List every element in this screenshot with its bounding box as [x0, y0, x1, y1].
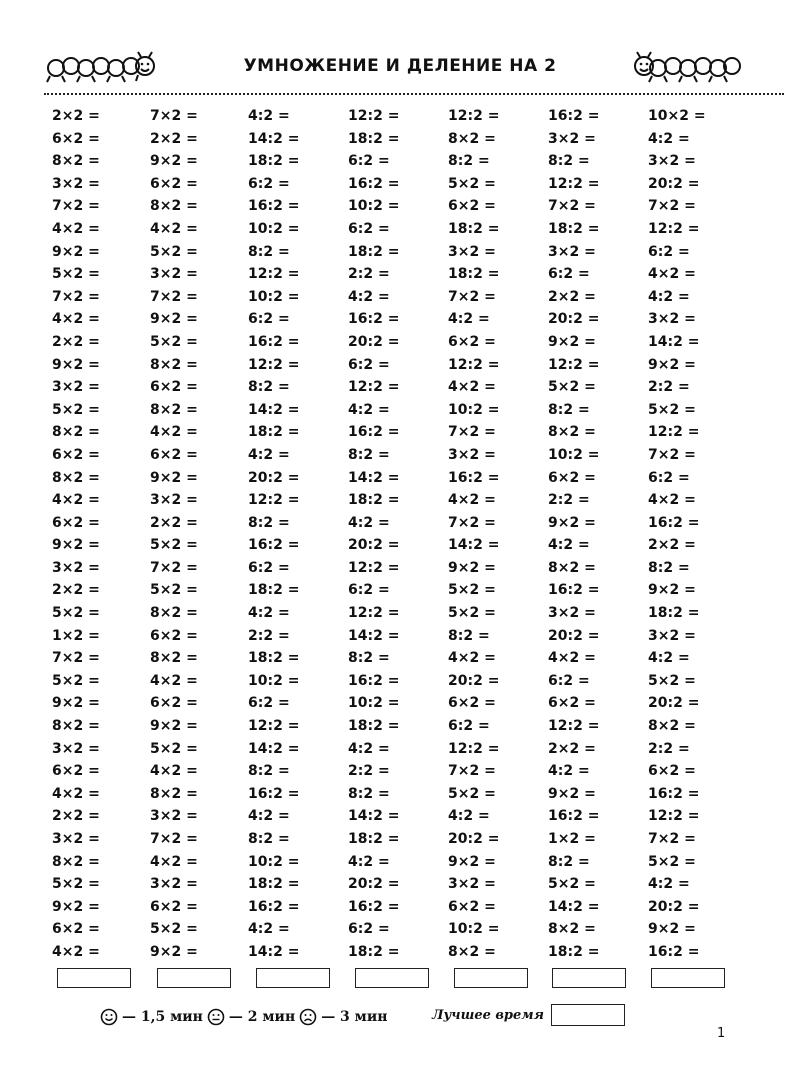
exercise-item: 3×2 = [52, 379, 100, 396]
exercise-item: 16:2 = [548, 108, 600, 124]
time-box-col-1[interactable] [57, 968, 131, 988]
exercise-item: 18:2 = [248, 650, 300, 667]
exercise-item: 8×2 = [52, 469, 100, 486]
exercise-item: 4:2 = [548, 537, 590, 554]
exercise-item: 2:2 = [348, 266, 390, 283]
exercise-item: 2×2 = [150, 514, 198, 531]
exercise-item: 18:2 = [348, 243, 400, 260]
exercise-item: 12:2 = [648, 220, 700, 237]
exercise-item: 6:2 = [548, 672, 590, 689]
exercise-item: 2×2 = [52, 582, 100, 599]
exercise-item: 12:2 = [448, 740, 500, 757]
exercise-item: 5×2 = [448, 582, 496, 599]
exercise-item: 14:2 = [648, 333, 700, 350]
exercise-item: 8:2 = [548, 853, 590, 870]
exercise-item: 18:2 = [348, 130, 400, 147]
exercise-item: 8×2 = [648, 718, 696, 735]
exercise-item: 16:2 = [448, 469, 500, 486]
exercise-item: 4×2 = [150, 853, 198, 870]
exercise-item: 7×2 = [448, 424, 496, 441]
exercise-item: 9×2 = [52, 537, 100, 554]
exercise-item: 9×2 = [52, 356, 100, 373]
exercise-item: 20:2 = [648, 695, 700, 712]
exercise-item: 6×2 = [150, 446, 198, 463]
exercise-item: 12:2 = [348, 379, 400, 396]
exercise-item: 20:2 = [648, 175, 700, 192]
exercise-item: 6:2 = [548, 266, 590, 283]
exercise-item: 2×2 = [52, 808, 100, 825]
exercise-item: 14:2 = [448, 537, 500, 554]
exercise-item: 9×2 = [150, 469, 198, 486]
time-box-col-5[interactable] [454, 968, 528, 988]
exercise-item: 18:2 = [348, 492, 400, 509]
exercise-item: 7×2 = [150, 288, 198, 305]
exercise-item: 6:2 = [248, 559, 290, 576]
exercise-item: 6×2 = [448, 898, 496, 915]
exercise-item: 4:2 = [348, 740, 390, 757]
exercise-item: 6:2 = [448, 718, 490, 735]
exercise-item: 8×2 = [548, 921, 596, 938]
smiley-happy-icon [100, 1008, 118, 1026]
exercise-item: 12:2 = [248, 492, 300, 509]
exercise-item: 4:2 = [448, 311, 490, 328]
exercise-item: 18:2 = [548, 943, 600, 960]
exercise-item: 14:2 = [248, 943, 300, 960]
exercise-item: 3×2 = [548, 130, 596, 147]
exercise-item: 12:2 = [648, 424, 700, 441]
exercise-item: 8:2 = [248, 243, 290, 260]
exercise-item: 16:2 = [548, 808, 600, 825]
exercise-item: 8×2 = [150, 785, 198, 802]
exercise-item: 10:2 = [448, 921, 500, 938]
exercise-item: 4×2 = [548, 650, 596, 667]
exercise-item: 2×2 = [548, 288, 596, 305]
exercise-item: 3×2 = [52, 559, 100, 576]
exercise-item: 4:2 = [348, 288, 390, 305]
exercise-item: 4:2 = [648, 130, 690, 147]
exercise-item: 6×2 = [150, 627, 198, 644]
exercise-item: 5×2 = [52, 266, 100, 283]
exercise-item: 6:2 = [648, 469, 690, 486]
exercise-item: 2×2 = [648, 537, 696, 554]
exercise-item: 7×2 = [448, 763, 496, 780]
legend-time-3: — 3 мин [321, 1009, 388, 1025]
exercise-item: 12:2 = [248, 356, 300, 373]
exercise-item: 3×2 = [52, 831, 100, 847]
exercise-item: 5×2 = [150, 537, 198, 554]
exercise-item: 4:2 = [648, 876, 690, 893]
exercise-item: 3×2 = [548, 243, 596, 260]
exercise-item: 20:2 = [548, 627, 600, 644]
exercise-item: 8×2 = [52, 853, 100, 870]
exercise-item: 6:2 = [648, 243, 690, 260]
exercise-item: 5×2 = [52, 605, 100, 622]
exercise-item: 8×2 = [448, 943, 496, 960]
exercise-item: 2×2 = [548, 740, 596, 757]
exercise-item: 12:2 = [548, 718, 600, 735]
time-box-col-2[interactable] [157, 968, 231, 988]
exercise-item: 9×2 = [52, 898, 100, 915]
legend-time-1: — 1,5 мин [122, 1009, 203, 1025]
exercise-item: 4:2 = [248, 108, 290, 124]
exercise-column-3 [248, 105, 348, 964]
exercise-item: 4×2 = [150, 424, 198, 441]
exercise-item: 9×2 = [52, 695, 100, 712]
exercise-item: 3×2 = [448, 876, 496, 893]
exercise-column-6 [548, 105, 648, 964]
exercise-item: 14:2 = [248, 401, 300, 418]
exercise-item: 5×2 = [150, 582, 198, 599]
exercise-item: 6×2 = [150, 379, 198, 396]
exercise-item: 5×2 = [648, 853, 696, 870]
exercise-item: 18:2 = [348, 831, 400, 847]
exercise-item: 16:2 = [548, 582, 600, 599]
exercise-item: 8×2 = [548, 559, 596, 576]
exercise-item: 3×2 = [52, 740, 100, 757]
exercise-item: 7×2 = [52, 288, 100, 305]
exercise-item: 5×2 = [648, 401, 696, 418]
exercise-item: 4×2 = [52, 311, 100, 328]
exercise-item: 16:2 = [248, 537, 300, 554]
exercise-item: 4:2 = [348, 853, 390, 870]
exercise-item: 4×2 = [448, 650, 496, 667]
exercise-item: 8:2 = [348, 650, 390, 667]
exercise-item: 5×2 = [648, 672, 696, 689]
exercise-item: 8×2 = [150, 198, 198, 215]
exercise-item: 20:2 = [348, 537, 400, 554]
exercise-item: 7×2 = [52, 650, 100, 667]
exercise-item: 4:2 = [248, 808, 290, 825]
exercise-item: 4×2 = [52, 943, 100, 960]
exercise-item: 6×2 = [150, 175, 198, 192]
exercise-item: 14:2 = [348, 808, 400, 825]
exercise-item: 6:2 = [348, 356, 390, 373]
best-time-box[interactable] [551, 1004, 625, 1026]
exercise-item: 5×2 = [52, 876, 100, 893]
exercise-item: 3×2 = [648, 627, 696, 644]
exercise-item: 5×2 = [150, 740, 198, 757]
exercise-item: 8×2 = [150, 650, 198, 667]
exercise-item: 10:2 = [248, 220, 300, 237]
exercise-item: 9×2 = [648, 582, 696, 599]
exercise-item: 20:2 = [548, 311, 600, 328]
exercise-item: 16:2 = [648, 514, 700, 531]
exercise-item: 8:2 = [348, 785, 390, 802]
exercise-item: 9×2 = [448, 559, 496, 576]
exercise-item: 3×2 = [448, 446, 496, 463]
exercise-item: 12:2 = [448, 356, 500, 373]
exercise-item: 12:2 = [548, 175, 600, 192]
exercise-item: 9×2 = [648, 921, 696, 938]
exercise-item: 9×2 = [548, 333, 596, 350]
exercise-item: 2:2 = [548, 492, 590, 509]
exercise-item: 5×2 = [150, 333, 198, 350]
exercise-item: 3×2 = [648, 311, 696, 328]
exercise-item: 18:2 = [348, 718, 400, 735]
exercise-item: 12:2 = [248, 266, 300, 283]
exercise-item: 7×2 = [648, 446, 696, 463]
exercise-item: 6:2 = [248, 311, 290, 328]
exercise-item: 20:2 = [448, 831, 500, 847]
exercise-item: 3×2 = [548, 605, 596, 622]
exercise-item: 2×2 = [52, 333, 100, 350]
exercise-item: 10:2 = [248, 672, 300, 689]
exercise-column-2 [150, 105, 250, 964]
exercise-item: 20:2 = [648, 898, 700, 915]
time-box-col-7[interactable] [651, 968, 725, 988]
time-box-col-3[interactable] [256, 968, 330, 988]
exercise-item: 9×2 = [150, 943, 198, 960]
exercise-item: 16:2 = [348, 311, 400, 328]
exercise-item: 3×2 = [150, 876, 198, 893]
exercise-column-4 [348, 105, 448, 964]
exercise-item: 3×2 = [52, 175, 100, 192]
exercise-item: 18:2 = [248, 153, 300, 170]
exercise-item: 8×2 = [52, 424, 100, 441]
exercise-item: 1×2 = [548, 831, 596, 847]
exercise-item: 8:2 = [548, 153, 590, 170]
exercise-item: 18:2 = [648, 605, 700, 622]
exercise-item: 8:2 = [348, 446, 390, 463]
exercise-item: 7×2 = [52, 198, 100, 215]
best-time-label: Лучшее время [432, 1008, 544, 1023]
exercise-item: 4:2 = [248, 921, 290, 938]
caterpillar-left-icon [44, 50, 156, 86]
exercise-item: 18:2 = [348, 943, 400, 960]
exercise-item: 12:2 = [248, 718, 300, 735]
exercise-item: 8:2 = [448, 627, 490, 644]
exercise-item: 6×2 = [648, 763, 696, 780]
exercise-item: 16:2 = [348, 672, 400, 689]
exercise-item: 6:2 = [248, 695, 290, 712]
exercise-item: 10:2 = [248, 853, 300, 870]
exercise-item: 9×2 = [150, 153, 198, 170]
exercise-item: 8×2 = [150, 401, 198, 418]
exercise-item: 6×2 = [548, 695, 596, 712]
exercise-item: 12:2 = [348, 108, 400, 124]
exercise-item: 2:2 = [648, 379, 690, 396]
exercise-item: 14:2 = [348, 469, 400, 486]
time-box-col-4[interactable] [355, 968, 429, 988]
exercise-item: 20:2 = [348, 876, 400, 893]
exercise-item: 20:2 = [448, 672, 500, 689]
exercise-item: 7×2 = [448, 514, 496, 531]
exercise-item: 20:2 = [248, 469, 300, 486]
exercise-item: 4:2 = [248, 446, 290, 463]
caterpillar-right-icon [632, 50, 744, 86]
exercise-item: 8×2 = [150, 605, 198, 622]
exercise-item: 3×2 = [648, 153, 696, 170]
exercise-item: 2:2 = [248, 627, 290, 644]
exercise-item: 12:2 = [448, 108, 500, 124]
exercise-item: 9×2 = [548, 785, 596, 802]
exercise-item: 9×2 = [52, 243, 100, 260]
exercise-item: 2:2 = [648, 740, 690, 757]
exercise-item: 6×2 = [52, 446, 100, 463]
exercise-item: 10:2 = [248, 288, 300, 305]
exercise-item: 9×2 = [150, 718, 198, 735]
exercise-item: 12:2 = [348, 605, 400, 622]
exercise-item: 8:2 = [248, 763, 290, 780]
exercise-item: 18:2 = [248, 876, 300, 893]
page-number: 1 [717, 1026, 726, 1041]
exercise-item: 6:2 = [348, 153, 390, 170]
exercise-item: 5×2 = [448, 605, 496, 622]
smiley-sad-icon [299, 1008, 317, 1026]
exercise-item: 8:2 = [248, 831, 290, 847]
exercise-item: 3×2 = [150, 266, 198, 283]
exercise-item: 3×2 = [150, 492, 198, 509]
exercise-item: 10:2 = [348, 198, 400, 215]
exercise-item: 2×2 = [52, 108, 100, 124]
page-title: УМНОЖЕНИЕ И ДЕЛЕНИЕ НА 2 [243, 56, 557, 76]
exercise-item: 14:2 = [248, 130, 300, 147]
exercise-item: 16:2 = [248, 333, 300, 350]
exercise-item: 7×2 = [150, 559, 198, 576]
exercise-item: 5×2 = [548, 379, 596, 396]
exercise-item: 18:2 = [248, 582, 300, 599]
exercise-item: 10:2 = [548, 446, 600, 463]
exercise-item: 6×2 = [448, 198, 496, 215]
exercise-item: 4:2 = [448, 808, 490, 825]
exercise-item: 7×2 = [448, 288, 496, 305]
exercise-item: 7×2 = [150, 831, 198, 847]
exercise-item: 16:2 = [348, 175, 400, 192]
exercise-item: 4×2 = [448, 492, 496, 509]
legend-time-2: — 2 мин [228, 1009, 296, 1025]
exercise-item: 4:2 = [648, 288, 690, 305]
exercise-item: 8:2 = [248, 514, 290, 531]
exercise-item: 4×2 = [150, 220, 198, 237]
exercise-item: 9×2 = [448, 853, 496, 870]
exercise-item: 14:2 = [548, 898, 600, 915]
time-legend [100, 1004, 391, 1030]
exercise-item: 20:2 = [348, 333, 400, 350]
exercise-item: 8×2 = [150, 356, 198, 373]
exercise-item: 14:2 = [248, 740, 300, 757]
exercise-item: 6:2 = [248, 175, 290, 192]
exercise-grid [40, 105, 740, 960]
exercise-item: 4:2 = [548, 763, 590, 780]
exercise-item: 5×2 = [52, 672, 100, 689]
exercise-column-5 [448, 105, 548, 964]
exercise-item: 9×2 = [548, 514, 596, 531]
exercise-column-7 [648, 105, 748, 964]
exercise-item: 18:2 = [448, 220, 500, 237]
exercise-item: 5×2 = [52, 401, 100, 418]
exercise-item: 8:2 = [548, 401, 590, 418]
exercise-item: 16:2 = [648, 943, 700, 960]
exercise-item: 1×2 = [52, 627, 100, 644]
exercise-item: 8:2 = [448, 153, 490, 170]
exercise-item: 6×2 = [448, 333, 496, 350]
exercise-item: 16:2 = [248, 198, 300, 215]
exercise-item: 2:2 = [348, 763, 390, 780]
exercise-item: 8:2 = [248, 379, 290, 396]
exercise-item: 4:2 = [248, 605, 290, 622]
exercise-item: 16:2 = [348, 898, 400, 915]
exercise-item: 4:2 = [348, 514, 390, 531]
exercise-column-1 [52, 105, 152, 964]
exercise-item: 5×2 = [548, 876, 596, 893]
exercise-item: 4×2 = [648, 492, 696, 509]
exercise-item: 3×2 = [150, 808, 198, 825]
exercise-item: 10:2 = [448, 401, 500, 418]
exercise-item: 8×2 = [548, 424, 596, 441]
exercise-item: 4×2 = [150, 672, 198, 689]
exercise-item: 10:2 = [348, 695, 400, 712]
exercise-item: 16:2 = [648, 785, 700, 802]
exercise-item: 8:2 = [648, 559, 690, 576]
exercise-item: 18:2 = [448, 266, 500, 283]
exercise-item: 6×2 = [150, 695, 198, 712]
exercise-item: 6×2 = [52, 130, 100, 147]
exercise-item: 4×2 = [52, 785, 100, 802]
exercise-item: 7×2 = [648, 831, 696, 847]
exercise-item: 16:2 = [248, 785, 300, 802]
exercise-item: 10×2 = [648, 108, 706, 124]
exercise-item: 4×2 = [52, 220, 100, 237]
exercise-item: 6×2 = [52, 763, 100, 780]
exercise-item: 6×2 = [52, 514, 100, 531]
exercise-item: 18:2 = [248, 424, 300, 441]
exercise-item: 4×2 = [648, 266, 696, 283]
time-box-col-6[interactable] [552, 968, 626, 988]
exercise-item: 8×2 = [52, 718, 100, 735]
header-divider [44, 93, 784, 95]
exercise-item: 5×2 = [448, 175, 496, 192]
exercise-item: 16:2 = [248, 898, 300, 915]
exercise-item: 8×2 = [52, 153, 100, 170]
exercise-item: 14:2 = [348, 627, 400, 644]
exercise-item: 8×2 = [448, 130, 496, 147]
exercise-item: 6×2 = [548, 469, 596, 486]
exercise-item: 12:2 = [548, 356, 600, 373]
exercise-item: 6×2 = [150, 898, 198, 915]
exercise-item: 12:2 = [648, 808, 700, 825]
exercise-item: 4:2 = [648, 650, 690, 667]
exercise-item: 6:2 = [348, 921, 390, 938]
exercise-item: 18:2 = [548, 220, 600, 237]
exercise-item: 6×2 = [448, 695, 496, 712]
exercise-item: 7×2 = [150, 108, 198, 124]
exercise-item: 9×2 = [648, 356, 696, 373]
exercise-item: 4:2 = [348, 401, 390, 418]
exercise-item: 5×2 = [448, 785, 496, 802]
exercise-item: 5×2 = [150, 921, 198, 938]
exercise-item: 16:2 = [348, 424, 400, 441]
exercise-item: 4×2 = [150, 763, 198, 780]
exercise-item: 9×2 = [150, 311, 198, 328]
exercise-item: 12:2 = [348, 559, 400, 576]
exercise-item: 6×2 = [52, 921, 100, 938]
exercise-item: 2×2 = [150, 130, 198, 147]
exercise-item: 5×2 = [150, 243, 198, 260]
exercise-item: 4×2 = [448, 379, 496, 396]
exercise-item: 3×2 = [448, 243, 496, 260]
exercise-item: 7×2 = [548, 198, 596, 215]
smiley-neutral-icon [207, 1008, 225, 1026]
exercise-item: 6:2 = [348, 582, 390, 599]
exercise-item: 4×2 = [52, 492, 100, 509]
exercise-item: 7×2 = [648, 198, 696, 215]
exercise-item: 6:2 = [348, 220, 390, 237]
